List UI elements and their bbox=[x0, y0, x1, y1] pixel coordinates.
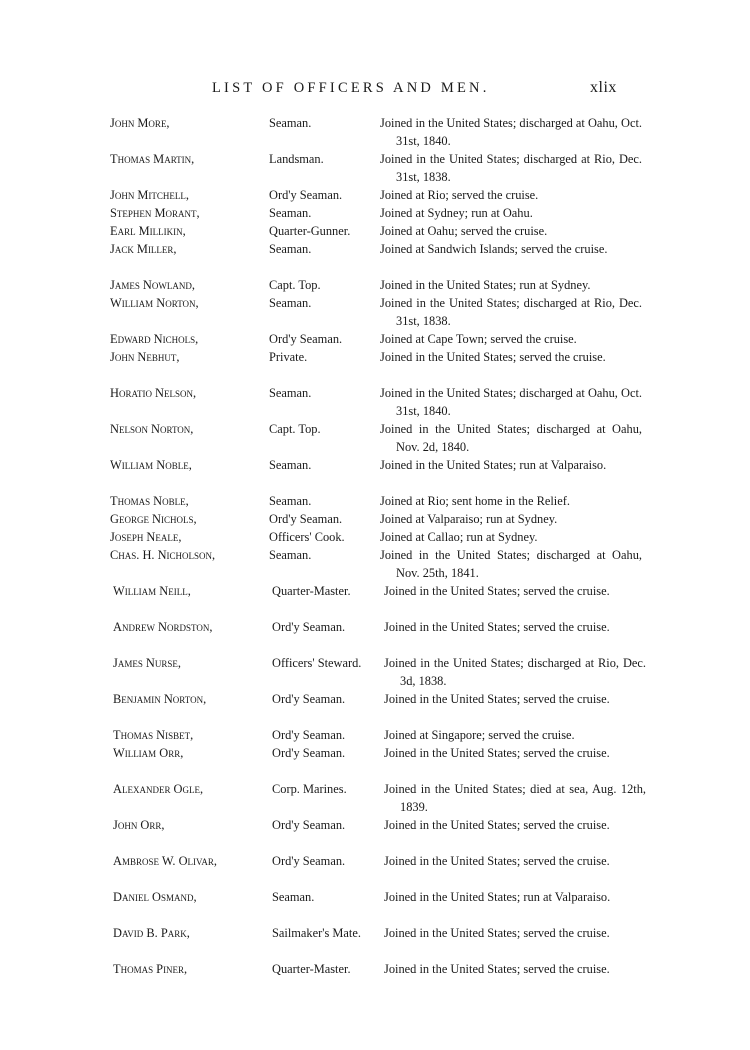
crew-remarks: Joined in the United States; served the cruise. bbox=[384, 620, 610, 634]
crew-remarks: Joined in the United States; run at Sydney. bbox=[380, 278, 591, 292]
crew-remarks: Joined in the United States; discharged at Oahu, Nov. 2d, 1840. bbox=[380, 422, 642, 454]
crew-rating: Ord'y Seaman. bbox=[272, 692, 346, 706]
crew-rating: Ord'y Seaman. bbox=[272, 620, 346, 634]
crew-rating: Corp. Marines. bbox=[272, 782, 347, 796]
crew-rating: Seaman. bbox=[269, 386, 312, 400]
crew-remarks: Joined at Rio; sent home in the Relief. bbox=[380, 494, 570, 508]
crew-rating: Ord'y Seaman. bbox=[269, 512, 343, 526]
crew-rating: Seaman. bbox=[269, 548, 312, 562]
list-item bbox=[0, 582, 750, 618]
list-item bbox=[0, 240, 750, 276]
crew-name: Edward Nichols, bbox=[110, 332, 199, 346]
list-item bbox=[0, 546, 750, 582]
list-item bbox=[0, 726, 750, 744]
list-item bbox=[0, 744, 750, 780]
crew-name: Horatio Nelson, bbox=[110, 386, 197, 400]
list-item bbox=[0, 420, 750, 456]
crew-name: William Orr, bbox=[113, 746, 184, 760]
crew-rating: Capt. Top. bbox=[269, 278, 321, 292]
crew-remarks: Joined in the United States; served the cruise. bbox=[384, 746, 610, 760]
crew-name: John Mitchell, bbox=[110, 188, 190, 202]
crew-rating: Seaman. bbox=[269, 116, 312, 130]
crew-remarks: Joined at Rio; served the cruise. bbox=[380, 188, 539, 202]
crew-rating: Ord'y Seaman. bbox=[272, 728, 346, 742]
crew-remarks: Joined in the United States; served the cruise. bbox=[384, 818, 610, 832]
list-item bbox=[0, 276, 750, 294]
crew-name: Ambrose W. Olivar, bbox=[113, 854, 217, 868]
list-item bbox=[0, 384, 750, 420]
list-item bbox=[0, 960, 750, 996]
crew-name: William Norton, bbox=[110, 296, 199, 310]
crew-name: John Orr, bbox=[113, 818, 165, 832]
crew-rating: Seaman. bbox=[269, 494, 312, 508]
crew-name: Thomas Noble, bbox=[110, 494, 189, 508]
crew-name: William Neill, bbox=[113, 584, 191, 598]
list-item bbox=[0, 690, 750, 726]
crew-name: George Nichols, bbox=[110, 512, 197, 526]
list-item bbox=[0, 456, 750, 492]
list-item bbox=[0, 294, 750, 330]
crew-remarks: Joined in the United States; died at sea, Aug. 12th, 1839. bbox=[384, 782, 646, 814]
crew-name: Benjamin Norton, bbox=[113, 692, 207, 706]
crew-remarks: Joined in the United States; served the cruise. bbox=[384, 962, 610, 976]
crew-remarks: Joined at Oahu; served the cruise. bbox=[380, 224, 548, 238]
list-item bbox=[0, 852, 750, 888]
crew-remarks: Joined at Cape Town; served the cruise. bbox=[380, 332, 577, 346]
crew-name: William Noble, bbox=[110, 458, 192, 472]
crew-remarks: Joined in the United States; discharged at Rio, Dec. 31st, 1838. bbox=[380, 296, 642, 328]
crew-name: Daniel Osmand, bbox=[113, 890, 197, 904]
list-item bbox=[0, 114, 750, 150]
crew-rating: Capt. Top. bbox=[269, 422, 321, 436]
crew-remarks: Joined in the United States; discharged at Oahu, Nov. 25th, 1841. bbox=[380, 548, 642, 580]
crew-rating: Ord'y Seaman. bbox=[269, 188, 343, 202]
crew-remarks: Joined in the United States; discharged at Oahu, Oct. 31st, 1840. bbox=[380, 116, 642, 148]
crew-rating: Officers' Cook. bbox=[269, 530, 345, 544]
crew-remarks: Joined at Sandwich Islands; served the cruise. bbox=[380, 242, 608, 256]
list-item bbox=[0, 888, 750, 924]
crew-name: Joseph Neale, bbox=[110, 530, 182, 544]
list-item bbox=[0, 924, 750, 960]
crew-remarks: Joined in the United States; served the cruise. bbox=[384, 926, 610, 940]
crew-name: Alexander Ogle, bbox=[113, 782, 204, 796]
crew-remarks: Joined in the United States; discharged at Rio, Dec. 31st, 1838. bbox=[380, 152, 642, 184]
crew-remarks: Joined in the United States; run at Valparaiso. bbox=[384, 890, 611, 904]
crew-name: Stephen Morant, bbox=[110, 206, 200, 220]
crew-rating: Seaman. bbox=[269, 206, 312, 220]
crew-name: Andrew Nordston, bbox=[113, 620, 213, 634]
crew-rating: Officers' Steward. bbox=[272, 656, 362, 670]
crew-rating: Ord'y Seaman. bbox=[269, 332, 343, 346]
crew-rating: Ord'y Seaman. bbox=[272, 746, 346, 760]
list-item bbox=[0, 186, 750, 204]
crew-name: Earl Millikin, bbox=[110, 224, 186, 238]
list-item bbox=[0, 618, 750, 654]
crew-name: James Nurse, bbox=[113, 656, 181, 670]
list-item bbox=[0, 492, 750, 510]
crew-remarks: Joined in the United States; served the cruise. bbox=[384, 692, 610, 706]
crew-remarks: Joined at Callao; run at Sydney. bbox=[380, 530, 538, 544]
crew-remarks: Joined in the United States; served the cruise. bbox=[380, 350, 606, 364]
crew-rating: Quarter-Gunner. bbox=[269, 224, 351, 238]
crew-remarks: Joined in the United States; served the cruise. bbox=[384, 854, 610, 868]
crew-remarks: Joined at Singapore; served the cruise. bbox=[384, 728, 575, 742]
list-item bbox=[0, 780, 750, 816]
crew-rating: Private. bbox=[269, 350, 308, 364]
crew-rating: Quarter-Master. bbox=[272, 584, 351, 598]
crew-name: Nelson Norton, bbox=[110, 422, 194, 436]
page-title: LIST OF OFFICERS AND MEN. bbox=[212, 80, 490, 96]
crew-remarks: Joined in the United States; run at Valparaiso. bbox=[380, 458, 607, 472]
crew-rating: Seaman. bbox=[269, 242, 312, 256]
crew-rating: Seaman. bbox=[269, 458, 312, 472]
crew-name: John Nebhut, bbox=[110, 350, 180, 364]
list-item bbox=[0, 348, 750, 384]
crew-remarks: Joined at Valparaiso; run at Sydney. bbox=[380, 512, 558, 526]
crew-rating: Landsman. bbox=[269, 152, 324, 166]
list-item bbox=[0, 510, 750, 528]
crew-name: James Nowland, bbox=[110, 278, 195, 292]
crew-remarks: Joined in the United States; discharged at Oahu, Oct. 31st, 1840. bbox=[380, 386, 642, 418]
crew-name: Thomas Piner, bbox=[113, 962, 188, 976]
crew-rating: Seaman. bbox=[272, 890, 315, 904]
crew-rating: Ord'y Seaman. bbox=[272, 854, 346, 868]
crew-name: Jack Miller, bbox=[110, 242, 177, 256]
page-number: xlix bbox=[590, 79, 617, 96]
crew-remarks: Joined in the United States; discharged at Rio, Dec. 3d, 1838. bbox=[384, 656, 646, 688]
list-item bbox=[0, 654, 750, 690]
crew-rating: Ord'y Seaman. bbox=[272, 818, 346, 832]
crew-rating: Quarter-Master. bbox=[272, 962, 351, 976]
crew-remarks: Joined in the United States; served the cruise. bbox=[384, 584, 610, 598]
list-item bbox=[0, 330, 750, 348]
list-item bbox=[0, 816, 750, 852]
crew-name: Thomas Nisbet, bbox=[113, 728, 194, 742]
crew-name: Thomas Martin, bbox=[110, 152, 195, 166]
crew-remarks: Joined at Sydney; run at Oahu. bbox=[380, 206, 533, 220]
crew-name: John More, bbox=[110, 116, 170, 130]
list-item bbox=[0, 528, 750, 546]
list-item bbox=[0, 222, 750, 240]
crew-rating: Seaman. bbox=[269, 296, 312, 310]
running-head bbox=[0, 80, 750, 100]
list-item bbox=[0, 204, 750, 222]
list-item bbox=[0, 150, 750, 186]
crew-name: Chas. H. Nicholson, bbox=[110, 548, 216, 562]
crew-rating: Sailmaker's Mate. bbox=[272, 926, 361, 940]
crew-name: David B. Park, bbox=[113, 926, 190, 940]
